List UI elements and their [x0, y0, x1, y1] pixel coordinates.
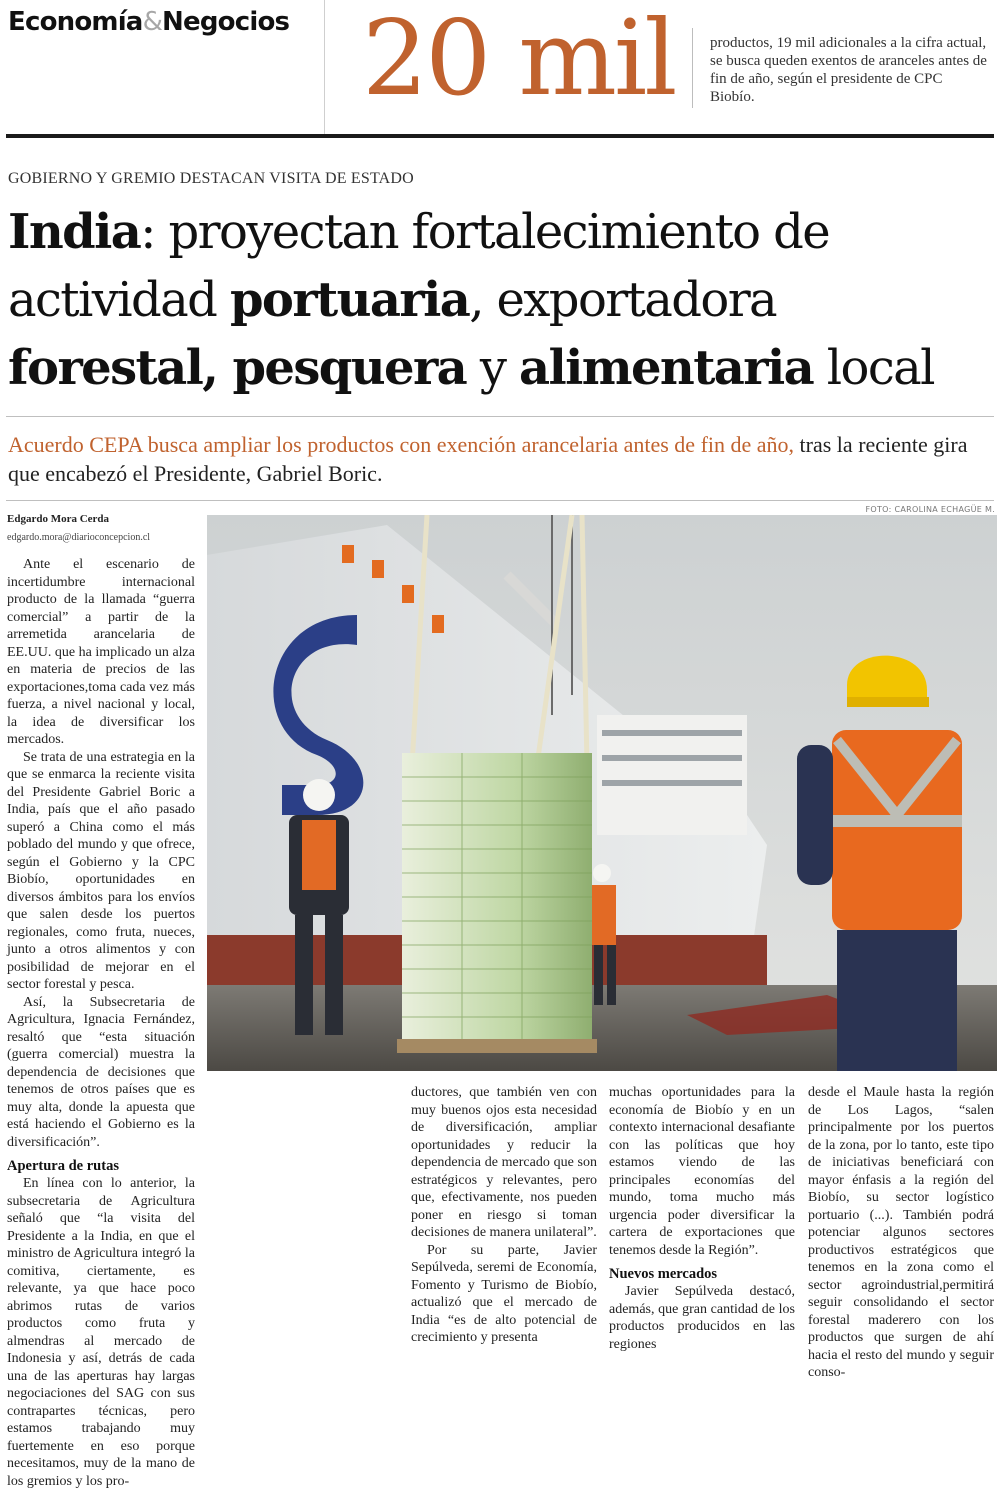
body-paragraph: Se trata de una estrategia en la que se enmarca la reciente visita del Presidente Gabriel Boric a India, país que el año pasado superó a China como el más poblado del mundo y que ofrece, según el Gobierno y la CPC Biobío, oportunidades en diversos ámbitos para los envíos que salen desde los puertos regionales, como fruta, nueces, junto a otros alimentos y con posibilidad de mejorar en el sector forestal y pesca. [7, 749, 195, 992]
body-paragraph: Por su parte, Javier Sepúlveda, seremi de Economía, Fomento y Turismo de Biobío, actualizó que el mercado de India “es de alto potencial de crecimiento y presenta [411, 1242, 597, 1345]
section-title-part1: Economía [8, 7, 143, 37]
deck-rule-top [6, 416, 994, 417]
highlight-caption: productos, 19 mil adicionales a la cifra actual, se busca queden exentos de aranceles antes de fin de año, según el presidente de CPC Biobío. [710, 35, 987, 105]
deck-accent: Acuerdo CEPA busca ampliar los productos con exención arancelaria antes de fin de año, [8, 432, 795, 457]
article-photo [207, 515, 997, 1071]
deck-rest: tras la reciente gira que encabezó el Presidente, Gabriel Boric. [8, 432, 968, 486]
port-photo-illustration [207, 515, 997, 1071]
section-title-ampersand: & [142, 7, 163, 37]
article-kicker: GOBIERNO Y GREMIO DESTACAN VISITA DE ESTADO [8, 170, 414, 187]
deck-rule-bottom [6, 500, 994, 501]
photo-credit: FOTO: CAROLINA ECHAGÜE M. [865, 505, 995, 514]
body-paragraph: Así, la Subsecretaria de Agricultura, Ignacia Fernández, resaltó que “esta situación (guerra comercial) muestra la dependencia de decisiones que tenemos de otros países que es muy alta, donde la apuesta que está haciendo el Gobierno es la diversificación”. [7, 994, 195, 1150]
section-title-part2: Negocios [162, 7, 290, 37]
subhead-rutas: Apertura de rutas [7, 1158, 119, 1174]
subhead-mercados: Nuevos mercados [609, 1266, 718, 1282]
headline-l2-a: actividad [8, 272, 230, 328]
highlight-divider [692, 28, 693, 108]
article-headline [8, 198, 998, 402]
body-paragraph: Javier Sepúlveda destacó, además, que gran cantidad de los productos producidos en las regiones [609, 1284, 795, 1352]
byline-email: edgardo.mora@diarioconcepcion.cl [7, 531, 151, 543]
column-1 [7, 511, 195, 1490]
headline-l1-rest: : proyectan fortalecimiento de [140, 204, 830, 260]
headline-l1-bold: India [8, 204, 141, 260]
byline-name: Edgardo Mora Cerda [7, 513, 110, 525]
header-rule [6, 134, 994, 138]
highlight-number: 20 mil [362, 0, 675, 119]
column-4 [808, 1084, 994, 1382]
column-2 [411, 1084, 597, 1347]
body-paragraph: desde el Maule hasta la región de Los Lagos, “salen principalmente por los puertos de la zona, por lo tanto, este tipo de iniciativas beneficiará con mayor énfasis a la región del Biobío, su sector logístico portuario (...). También podrá potenciar algunos sectores productivos estratégicos que tenemos en la zona como el sector agroindustrial,permitirá seguir consolidando el sector forestal maderero con los productos que surgen de ahí hacia el resto del mundo y seguir conso- [808, 1085, 994, 1380]
body-paragraph: ductores, que también ven con muy buenos ojos esta necesidad de diversificación, ampliar oportunidades y reducir la dependencia de mercado que son estratégicos y relevantes, pero que, efectivamente, nos pueden poner en riesgo si toman decisiones de manera unilateral”. [411, 1085, 597, 1240]
headline-l3-b: local [813, 340, 934, 396]
headline-l2-b: , exportadora [469, 272, 777, 328]
body-paragraph: muchas oportunidades para la economía de Biobío y en un contexto internacional desafiante con las políticas que hoy estamos viendo de las principales economías del mundo, toma mucho más urgencia poder diversificar la cartera de exportaciones que tenemos desde la Región”. [609, 1085, 795, 1258]
headline-l3-a: y [466, 340, 520, 396]
header-divider [324, 0, 325, 136]
headline-l3-bold2: alimentaria [519, 340, 814, 396]
headline-l2-bold: portuaria [229, 272, 470, 328]
body-paragraph: En línea con lo anterior, la subsecretaria de Agricultura señaló que “la visita del Presidente a la India, en que el ministro de Agricultura integró la comitiva, ciertamente, es relevante, ya que hace poco abrimos rutas de varios productos como fruta y almendras al mercado de Indonesia y así, detrás de cada una de las aperturas hay largas negociaciones del SAG con sus contrapartes técnicas, pero estamos trabajando muy fuertemente en eso porque necesitamos, muy de la mano de los gremios y los pro- [7, 1176, 195, 1489]
body-paragraph: Ante el escenario de incertidumbre internacional producto de la llamada “guerra comercial” a partir de la arremetida arancelaria de EE.UU. que ha implicado un alza en materia de precios de las exportaciones,toma cada vez más fuerza, a nivel nacional y local, la idea de diversificar los mercados. [7, 557, 195, 747]
column-3 [609, 1084, 795, 1353]
headline-l3-bold1: forestal, pesquera [8, 340, 467, 396]
article-deck [8, 430, 993, 488]
section-title [8, 6, 289, 38]
